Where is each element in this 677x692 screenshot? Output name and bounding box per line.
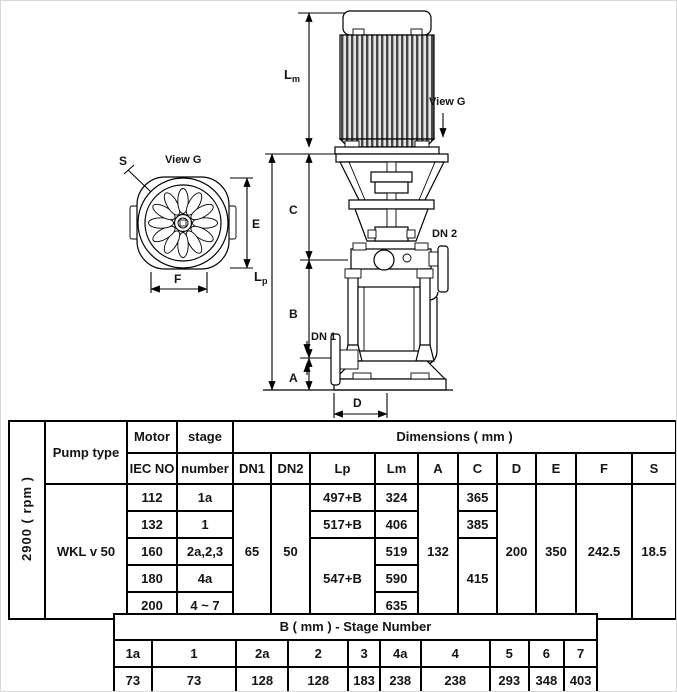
pump-discharge-head xyxy=(351,243,431,270)
rpm-label: 2900 ( rpm ) xyxy=(19,476,35,562)
stage-cell: 3 xyxy=(348,640,380,667)
view-g-left-title: View G xyxy=(165,154,202,166)
view-g-top-view xyxy=(124,165,253,293)
view-g-right-label: View G xyxy=(429,96,466,108)
stage-cell: 2 xyxy=(288,640,348,667)
pump-technical-drawing xyxy=(1,1,677,419)
stage-cell: 6 xyxy=(529,640,565,667)
table-cell: 4a xyxy=(177,565,233,592)
table-cell: 365 xyxy=(458,484,497,511)
b-value-cell: 238 xyxy=(421,667,490,692)
table-cell: 18.5 xyxy=(632,484,676,619)
col-header-f: F xyxy=(576,453,632,484)
col-header-lp: Lp xyxy=(310,453,375,484)
dim-label-a: A xyxy=(289,371,298,385)
dim-label-lm: $L_m$ xyxy=(284,67,300,84)
col-header-lm: Lm xyxy=(375,453,418,484)
dim-label-d: D xyxy=(353,396,362,410)
dim-label-e: E xyxy=(252,217,261,231)
rpm-cell xyxy=(9,421,45,619)
table-cell: 242.5 xyxy=(576,484,632,619)
b-value-cell: 73 xyxy=(114,667,152,692)
dim-label-lp: $L_p$ xyxy=(254,269,268,286)
dn2-label: DN 2 xyxy=(432,228,458,240)
table-cell: 350 xyxy=(536,484,576,619)
table-cell: 132 xyxy=(418,484,458,619)
b-value-cell: 348 xyxy=(529,667,565,692)
table-cell: 112 xyxy=(127,484,177,511)
stage-cell: 5 xyxy=(490,640,529,667)
table-cell: 180 xyxy=(127,565,177,592)
b-stage-table xyxy=(113,613,598,692)
table-cell: 635 xyxy=(375,592,418,619)
motor-subheader: IEC NO xyxy=(127,453,177,484)
stage-cell: 4a xyxy=(380,640,421,667)
pump-type-header: Pump type xyxy=(45,421,127,484)
table-cell: 50 xyxy=(271,484,310,619)
col-header-e: E xyxy=(536,453,576,484)
col-header-c: C xyxy=(458,453,497,484)
table-cell: 200 xyxy=(127,592,177,619)
b-value-cell: 128 xyxy=(236,667,288,692)
stage-cell: 1a xyxy=(114,640,152,667)
stage-cell: 7 xyxy=(564,640,597,667)
table-cell: 4 ~ 7 xyxy=(177,592,233,619)
b-value-cell: 403 xyxy=(564,667,597,692)
stage-cell: 2a xyxy=(236,640,288,667)
b-table-title: B ( mm ) - Stage Number xyxy=(114,614,597,640)
table-cell: 517+B xyxy=(310,511,375,538)
col-header-d: D xyxy=(497,453,536,484)
col-header-dn1: DN1 xyxy=(233,453,271,484)
dim-label-s: S xyxy=(119,154,128,168)
b-value-cell: 128 xyxy=(288,667,348,692)
table-cell: 65 xyxy=(233,484,271,619)
motor-outline xyxy=(335,11,439,154)
pump-type-value: WKL v 50 xyxy=(45,484,127,619)
dn1-label: DN 1 xyxy=(311,331,337,343)
table-cell: 1a xyxy=(177,484,233,511)
table-cell: 406 xyxy=(375,511,418,538)
table-cell: 2a,2,3 xyxy=(177,538,233,565)
b-value-cell: 183 xyxy=(348,667,380,692)
dim-label-c: C xyxy=(289,203,298,217)
stage-cell: 4 xyxy=(421,640,490,667)
dim-label-f: F xyxy=(174,272,182,286)
table-cell: 160 xyxy=(127,538,177,565)
table-cell: 324 xyxy=(375,484,418,511)
table-cell: 497+B xyxy=(310,484,375,511)
col-header-s: S xyxy=(632,453,676,484)
table-cell: 547+B xyxy=(310,538,375,619)
motor-header: Motor xyxy=(127,421,177,453)
b-value-cell: 293 xyxy=(490,667,529,692)
table-cell: 1 xyxy=(177,511,233,538)
dimensions-table xyxy=(8,420,677,620)
dimensions-header: Dimensions ( mm ) xyxy=(233,421,676,453)
col-header-dn2: DN2 xyxy=(271,453,310,484)
stage-cell: 1 xyxy=(152,640,237,667)
stage-subheader: number xyxy=(177,453,233,484)
table-cell: 590 xyxy=(375,565,418,592)
table-cell: 385 xyxy=(458,511,497,538)
stage-header: stage xyxy=(177,421,233,453)
table-cell: 519 xyxy=(375,538,418,565)
col-header-a: A xyxy=(418,453,458,484)
dim-label-b: B xyxy=(289,307,298,321)
table-cell: 200 xyxy=(497,484,536,619)
b-value-cell: 238 xyxy=(380,667,421,692)
b-value-cell: 73 xyxy=(152,667,237,692)
stage-casing xyxy=(344,269,434,361)
table-cell: 415 xyxy=(458,538,497,619)
table-cell: 132 xyxy=(127,511,177,538)
